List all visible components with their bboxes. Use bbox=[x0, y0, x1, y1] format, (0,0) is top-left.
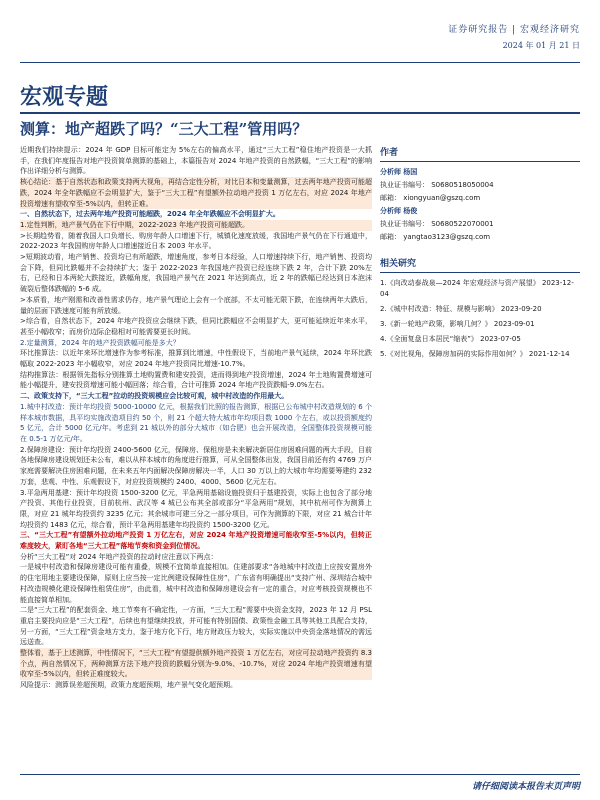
body-paragraph: 近期我们持续提示：2024 年 GDP 目标可能定为 5%左右的偏高水平，通过“三大工程”稳住地产投资是一大抓手，在我们年度报告对地产投资简单测算的基础上，本篇报告对 2024 年地产投资的自然跌幅，“三大工程”的影响作出详细分析与测算。 bbox=[20, 146, 372, 176]
body-paragraph: 结构推算法：根据领先指标分别推算土地购置费和建安投资，进而得到地产投资增速，2024 年土地购置费增速可能小幅提升，建安投资增速可能小幅回落；综合看，合计可推算 2024 年地产投资跌幅-9.0%左右。 bbox=[20, 370, 372, 390]
body-paragraph: 1.城中村改造：预计年均投资 5000-10000 亿元，根据我们比照的报告测算，根据已公布城中村改造规划的 6 个样本城市数据，具平均实施改造项目约 50 个，则 21 个超大特大城市年均项目数 1000 个左右，或以投资额度约 5 亿元，合计 5000 亿元/年。考虑到 21 城以外的部分大城市（如合肥）也会开展改造，全国整体投资规模可能在 0.5-1 万亿元/年。 bbox=[20, 402, 372, 443]
body-paragraph: 风险提示：测算误差超预期，政策力度超预期，地产景气变化超预期。 bbox=[20, 681, 237, 690]
related-list bbox=[380, 278, 580, 360]
related-item[interactable] bbox=[380, 278, 580, 300]
body-paragraph: 分析“三大工程”对 2024 年地产投资的拉动时应注意以下两点： bbox=[20, 552, 218, 561]
body-paragraph: >本质看，地产刚需和改善性需求仍存，地产景气理论上会有一个底部，不太可能无限下跌，在连续两年大跌后，量的层面下跌速度可能有所放缓。 bbox=[20, 295, 372, 315]
author-name: 杨俊 bbox=[403, 207, 418, 215]
author-role: 分析师 bbox=[380, 168, 401, 176]
sidebar bbox=[380, 145, 580, 364]
body-paragraph: 二是“三大工程”的配套资金、地工节奏有不确定性，一方面，“三大工程”需要中央资金支持，2023 年 12 月 PSL 重启主要投向应是“三大工程”，后续也有望继续投放，并可能有特别国债、政策性金融工具等其他工具配合支持，另一方面，“三大工程”资金地方支力，鉴于地方化下行，地方财政压力较大，实际实施以中央资金落地情况的需远远送查。 bbox=[20, 606, 372, 647]
related-item-title: 1.《向改动泰战泉—2024 年宏观经济与资产展望》 bbox=[380, 279, 540, 287]
author-email: xiongyuan@gszq.com bbox=[403, 194, 481, 202]
title-divider bbox=[20, 112, 580, 114]
authors-list bbox=[380, 167, 580, 242]
page-subtitle: 测算：地产超跌了吗？“三大工程”管用吗？ bbox=[20, 120, 308, 138]
body-paragraph: >综合看，自然状态下，2024 年地产投资应会继续下跌，但同比跌幅应不会明显扩大，更可能延续近年来水平，甚至小幅收窄；而房价边际企稳相对可能需要更长时间。 bbox=[20, 317, 372, 336]
related-item-title: 4.《全面复盘日本居民“缩表”》 bbox=[380, 335, 478, 343]
mail-label: 邮箱： bbox=[380, 233, 401, 241]
author-cert: S0680522070001 bbox=[431, 220, 494, 228]
related-item-title: 2.《城中村改造：特征、规模与影响》 bbox=[380, 305, 499, 313]
body-paragraph: 整体看，基于上述测算，中性情况下，“三大工程”有望提供额外地产投资 1 万亿左右，对应可拉动地产投资约 8.3 个点，两自然情况下，两种测算方法下地产投资的跌幅分别为-9.0%、-10.7%，对应 2024 年地产投资增速有望收窄至-5%以内，但转正难度较大。 bbox=[20, 649, 372, 679]
body-paragraph: 一是城中村改造和保障房建设可能有重叠，规模不宜简单直接相加。住建部要求“各地城中村改造上应按安置房外的住宅用地主要建设保障，原则上应当按一定比例建设保障性住房”，广东省有明确提出“支持广州、深圳结合城中村改造规模化建设保障性租赁住房”，由此看，城中村改造和保障房建设会有一定的重合，对应考核投资规模也不能直接简单相加。 bbox=[20, 563, 372, 604]
body-paragraph: 三、“三大工程”有望额外拉动地产投资 1 万亿左右，对应 2024 年地产投资增速可能收窄至-5%以内，但转正难度较大，紧盯各地“三大工程”落地节奏和资金到位情况。 bbox=[20, 531, 372, 551]
body-paragraph: >短期波动看，地产销售、投资均已有所超跌，增速角度，参考日本经验，人口增速持续下行，地产销售、投资均会下降，但同比跌幅并不会持续扩大；鉴于 2022-2023 年我国地产投资已经连续下跌 2 年，合计下跌 20%左右，已经和日本两轮大跌接近，跌幅角度，我国地产景气在 2021 年达到高点，近 2 年的跌幅已经达到日本泡沫破裂后整体跌幅的 5-6 成。 bbox=[20, 253, 372, 294]
body-paragraph: 2.定量测算，2024 年的地产投资跌幅可能是多大？ bbox=[20, 338, 180, 347]
related-item-date: 2023-12-04 bbox=[380, 279, 574, 298]
related-item-date: 2023-07-05 bbox=[477, 335, 521, 343]
related-item[interactable] bbox=[380, 349, 580, 360]
body-paragraph: >长期趋势看，随着我国人口负增长、购房年龄人口增速下行，城镇化速度放缓，我国地产景气仍在下行通道中，2022-2023 年我国购房年龄人口增速接近日本 2003 年水平。 bbox=[20, 231, 372, 251]
body-paragraph: 1.定性判断，地产景气仍在下行中期，2022-2023 年地产投资可能超跌。 bbox=[20, 220, 372, 231]
body-paragraph: 核心结论：基于自然状态和政策支持两大视角，再结合定性分析，对比日本和变量测算，过去两年地产投资可能超跌，2024 年全年跌幅应不会明显扩大，鉴于“三大工程”有望额外拉动地产投资 1 万亿左右，对应 2024 年地产投资增速有望收窄至-5%以内，但转正难。 bbox=[20, 178, 372, 208]
report-header bbox=[448, 22, 580, 51]
cert-label: 执业证书编号： bbox=[380, 181, 429, 189]
report-date: 2024 年 01 月 21 日 bbox=[502, 41, 580, 50]
top-divider bbox=[20, 62, 580, 63]
cert-label: 执业证书编号： bbox=[380, 220, 429, 228]
related-item[interactable] bbox=[380, 319, 580, 330]
body-paragraph: 一、自然状态下，过去两年地产投资可能超跌，2024 年全年跌幅应不会明显扩大。 bbox=[20, 210, 280, 219]
mail-label: 邮箱： bbox=[380, 194, 401, 202]
report-body bbox=[20, 145, 372, 765]
author-cert: S0680518050004 bbox=[431, 181, 494, 189]
related-item-date: 2023-09-01 bbox=[491, 320, 535, 328]
authors-title: 作者 bbox=[380, 145, 580, 162]
page-title: 宏观专题 bbox=[20, 84, 109, 110]
body-paragraph: 2.保障房建设：预计年均投资 2400-5600 亿元，保障房、保租房是未来解决新居住房困难问题的两大手段，目前各地保障房建设规划还未公布，难以从样本城市的角度进行推算，可从全国整体出发，我国目前还有约 4769 万户家庭需要解决住房困难问题，在未来五年内面解决保障房解决一半，人口 30 万以上的大城市年均需要筹建约 232 万套，悲观、中性、乐观假设下，对应投资规模约 2400、4000、5600 亿元左右。 bbox=[20, 445, 372, 486]
author-role: 分析师 bbox=[380, 207, 401, 215]
related-item[interactable] bbox=[380, 334, 580, 345]
related-item-date: 2021-12-14 bbox=[526, 350, 570, 358]
body-paragraph: 环比推算法：以近年来环比增速作为参考标准，推算到比增速，中性假设下，当前地产景气延续，2024 年环比跌幅取 2022-2023 年小幅收窄，对应 2024 年地产投资同比增速-10.7%。 bbox=[20, 349, 372, 369]
author-email: yangtao3123@gszq.com bbox=[403, 233, 491, 241]
report-type: 证券研究报告 | 宏观经济研究 bbox=[448, 25, 580, 35]
body-paragraph: 二、政策支持下，“三大工程”拉动的投资规模应会比较可观，城中村改造的作用最大。 bbox=[20, 392, 289, 401]
related-item-title: 3.《新一轮地产政策，影响几何？》 bbox=[380, 320, 492, 328]
related-item-date: 2023-09-20 bbox=[498, 305, 542, 313]
related-item-title: 5.《对比视角，保障房加码的实际作用如何？》 bbox=[380, 350, 527, 358]
body-paragraph: 3.平急两用基建：预计年均投资 1500-3200 亿元，平急两用基础设施投资归于基建投资，实际上也包含了部分地产投资、其他行业投资，目前杭州、武汉等 4 城已公布其全部或部分“平急两用”规划，其中杭州可作为测算上限，对应 21 城年均投资约 3235 亿元；其余城市可建三分之一部分项目，可作为测算的下限，对应 21 城合计年均投资约 1483 亿元，综合看，预计平急两用基建年均投资约 1500-3200 亿元。 bbox=[20, 488, 372, 529]
related-item[interactable] bbox=[380, 304, 580, 315]
related-research bbox=[380, 256, 580, 360]
related-title: 相关研究 bbox=[380, 256, 580, 273]
author-name: 杨国 bbox=[403, 168, 418, 176]
footer-disclaimer: 请仔细阅读本报告末页声明 bbox=[20, 774, 580, 792]
